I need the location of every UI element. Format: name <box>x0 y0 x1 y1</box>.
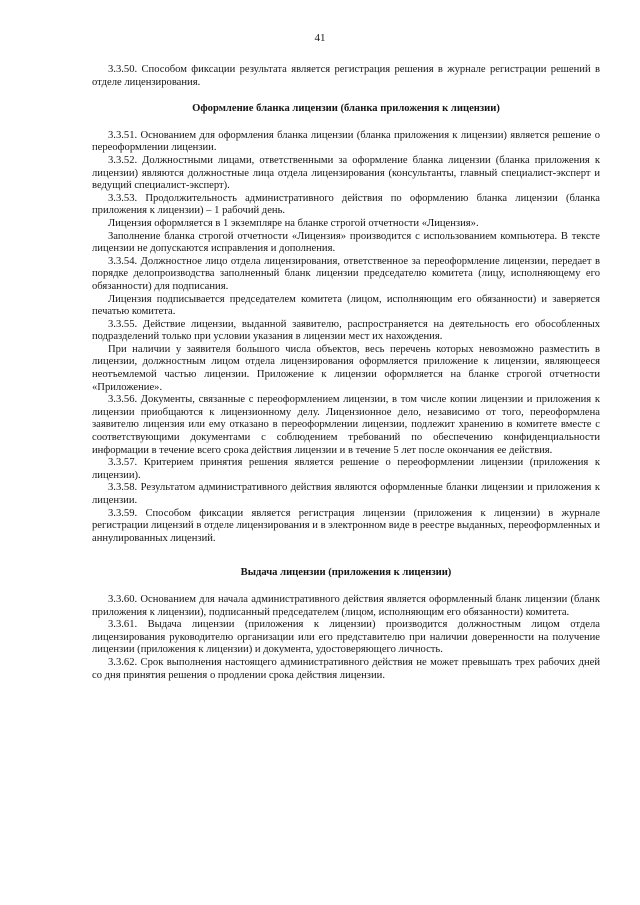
paragraph: 3.3.57. Критерием принятия решения является решение о переоформлении лицензии (приложения к лицензии). <box>92 457 600 481</box>
paragraph: Заполнение бланка строгой отчетности «Лицензия» производится с использованием компьютера. В тексте лицензии не допускаются исправления и дополнения. <box>92 230 600 255</box>
paragraph: При наличии у заявителя большого числа объектов, весь перечень которых невозможно разместить в лицензии, должностным лицом отдела лицензирования оформляется приложение к лицензии, являющееся неотъемлемой частью лицензии. Приложение к лицензии оформляется на бланке строгой отчетности «Приложение». <box>92 343 600 393</box>
paragraph: 3.3.55. Действие лицензии, выданной заявителю, распространяется на деятельность его обособленных подразделений только при условии указания в лицензии мест их нахождения. <box>92 318 600 343</box>
paragraph: 3.3.58. Результатом административного действия являются оформленные бланки лицензии и приложения к лицензии. <box>92 482 600 506</box>
paragraph: Лицензия подписывается председателем комитета (лицом, исполняющим его обязанности) и заверяется печатью комитета. <box>92 293 600 318</box>
paragraph: 3.3.59. Способом фиксации является регистрация лицензии (приложения к лицензии) в журнале регистрации лицензий в отделе лицензирования и в электронном виде в реестре выданных, переоформленных и аннулированных лицензий. <box>92 507 600 544</box>
paragraph: 3.3.52. Должностными лицами, ответственными за оформление бланка лицензии (бланка приложения к лицензии) являются должностные лица отдела лицензирования (консультанты, главный специалист-эксперт и ведущий специалист-эксперт). <box>92 154 600 192</box>
page-number: 41 <box>314 32 326 44</box>
paragraph: 3.3.50. Способом фиксации результата является регистрация решения в журнале регистрации решений в отделе лицензирования. <box>92 64 600 88</box>
paragraph: 3.3.51. Основанием для оформления бланка лицензии (бланка приложения к лицензии) является решение о переоформлении лицензии. <box>92 129 600 154</box>
paragraph: 3.3.56. Документы, связанные с переоформлением лицензии, в том числе копии лицензии и приложения к лицензии приобщаются к лицензионному делу. Лицензионное дело, независимо от того, переоформлена заявителю лицензия или ему отказано в переоформлении лицензии, подлежит хранению в комитете вместе с соответствующими документами с соблюдением требований по обеспечению конфиденциальности информации в течение всего срока действия лицензии и в течение 5 лет после окончания ее действия. <box>92 394 600 456</box>
document-body <box>92 64 600 682</box>
section-heading: Выдача лицензии (приложения к лицензии) <box>240 567 452 579</box>
paragraph: Лицензия оформляется в 1 экземпляре на бланке строгой отчетности «Лицензия». <box>108 217 479 229</box>
section-heading: Оформление бланка лицензии (бланка приложения к лицензии) <box>192 103 500 115</box>
paragraph: 3.3.62. Срок выполнения настоящего административного действия не может превышать трех рабочих дней со дня принятия решения о продлении срока действия лицензии. <box>92 656 600 681</box>
paragraph: 3.3.60. Основанием для начала административного действия является оформленный бланк лицензии (бланк приложения к лицензии), подписанный председателем (лицом, исполняющим его обязанности) комитета. <box>92 593 600 618</box>
paragraph: 3.3.54. Должностное лицо отдела лицензирования, ответственное за переоформление лицензии, передает в порядке делопроизводства заполненный бланк лицензии председателю комитета (лицу, исполняющему его обязанности) для подписания. <box>92 255 600 292</box>
paragraph: 3.3.53. Продолжительность административного действия по оформлению бланка лицензии (бланка приложения к лицензии) – 1 рабочий день. <box>92 192 600 217</box>
paragraph: 3.3.61. Выдача лицензии (приложения к лицензии) производится должностным лицом отдела лицензирования руководителю организации или его представителю при наличии доверенности на получение лицензии (приложения к лицензии) и документа, удостоверяющего личность. <box>92 619 600 656</box>
